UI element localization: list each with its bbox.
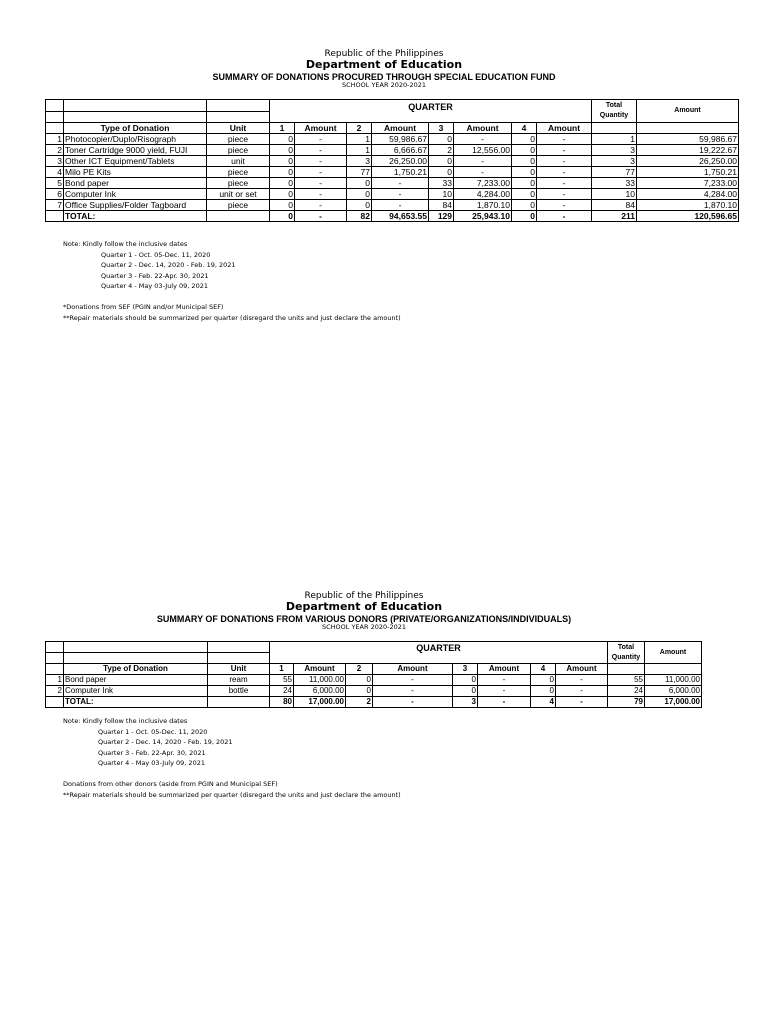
q1-amount-header: Amount	[295, 123, 347, 134]
total-qty: 1	[592, 134, 637, 145]
total-row	[46, 211, 739, 222]
q2-amount-header: Amount	[373, 664, 453, 675]
q4-amount: -	[556, 675, 608, 686]
q2-qty: 0	[346, 675, 373, 686]
q1-qty: 0	[270, 134, 295, 145]
q4-qty: 0	[512, 211, 537, 222]
q1-qty: 0	[270, 178, 295, 189]
q4-header: 4	[531, 664, 556, 675]
total-amount: 26,250.00	[637, 156, 739, 167]
total-qty: 79	[608, 697, 645, 708]
table-row	[46, 200, 739, 211]
table-body	[46, 134, 739, 222]
q4-qty: 0	[512, 200, 537, 211]
q3-amount: 7,233.00	[454, 178, 512, 189]
q1-amount: 17,000.00	[294, 697, 346, 708]
q1-qty: 0	[270, 211, 295, 222]
type-cell: Milo PE Kits	[64, 167, 207, 178]
q4-amount: -	[537, 134, 592, 145]
q4-qty: 4	[531, 697, 556, 708]
unit-cell: piece	[207, 167, 270, 178]
q2-amount: -	[372, 189, 429, 200]
total-row	[46, 697, 702, 708]
unit-cell: piece	[207, 200, 270, 211]
total-amount: 59,986.67	[637, 134, 739, 145]
q3-amount-header: Amount	[454, 123, 512, 134]
row-number: 2	[46, 145, 64, 156]
q4-amount: -	[537, 189, 592, 200]
quarter-header: QUARTER	[270, 100, 592, 112]
q4-amount: -	[556, 697, 608, 708]
total-quantity-header: Total Quantity	[608, 642, 645, 664]
q2-header: 2	[347, 123, 372, 134]
table-row	[46, 178, 739, 189]
q4-amount: -	[537, 167, 592, 178]
sef-donations-table	[45, 99, 739, 222]
q3-qty: 0	[453, 686, 478, 697]
q4-qty: 0	[512, 156, 537, 167]
school-year: SCHOOL YEAR 2020-2021	[341, 81, 426, 90]
q3-amount: -	[478, 675, 531, 686]
table-body	[46, 675, 702, 708]
total-qty: 3	[592, 145, 637, 156]
note-line: Quarter 3 - Feb. 22-Apr. 30, 2021	[98, 748, 206, 757]
total-amount: 19,222.67	[637, 145, 739, 156]
report-header	[0, 49, 768, 90]
q3-amount: -	[454, 134, 512, 145]
q1-amount: -	[295, 189, 347, 200]
quarter-header: QUARTER	[270, 642, 608, 653]
q1-amount: -	[295, 211, 347, 222]
q4-amount: -	[537, 145, 592, 156]
total-qty: 3	[592, 156, 637, 167]
table-row	[46, 145, 739, 156]
q2-amount: -	[373, 675, 453, 686]
q1-amount-header: Amount	[294, 664, 346, 675]
q4-header: 4	[512, 123, 537, 134]
q2-amount: -	[373, 686, 453, 697]
various-donors-table	[45, 641, 702, 708]
q3-qty: 0	[429, 156, 454, 167]
q4-qty: 0	[512, 134, 537, 145]
unit-header: Unit	[208, 664, 270, 675]
type-cell: Computer Ink	[64, 686, 208, 697]
table-row	[46, 686, 702, 697]
q4-amount-header: Amount	[556, 664, 608, 675]
note-line: Quarter 4 - May 03-July 09, 2021	[101, 282, 208, 290]
q3-amount: -	[454, 167, 512, 178]
unit-cell	[208, 697, 270, 708]
note-line: Quarter 1 - Oct. 05-Dec. 11, 2020	[98, 727, 208, 736]
various-donors-section	[0, 591, 768, 632]
notes-block	[63, 239, 401, 323]
header-row-top	[46, 100, 739, 112]
q1-amount: -	[295, 156, 347, 167]
note-line: Quarter 3 - Feb. 22-Apr. 30, 2021	[101, 271, 209, 280]
row-number: 5	[46, 178, 64, 189]
table-row	[46, 675, 702, 686]
q2-amount: 6,666.67	[372, 145, 429, 156]
republic-title: Republic of the Philippines	[324, 49, 444, 59]
q1-qty: 55	[270, 675, 294, 686]
note-line: **Repair materials should be summarized per quarter (disregard the units and just declare the amount)	[63, 313, 401, 322]
type-header: Type of Donation	[64, 664, 208, 675]
type-cell: Office Supplies/Folder Tagboard	[64, 200, 207, 211]
q2-amount: -	[373, 697, 453, 708]
total-amount: 1,750.21	[637, 167, 739, 178]
note-line: Quarter 2 - Dec. 14, 2020 - Feb. 19, 2021	[101, 261, 236, 269]
total-amount-header: Amount	[645, 642, 702, 664]
total-amount: 17,000.00	[645, 697, 702, 708]
total-amount-header: Amount	[637, 100, 739, 123]
summary-title: SUMMARY OF DONATIONS FROM VARIOUS DONORS (PRIVATE/ORGANIZATIONS/INDIVIDUALS)	[156, 613, 572, 624]
q4-qty: 0	[512, 178, 537, 189]
q2-qty: 1	[347, 134, 372, 145]
note-line: Donations from other donors (aside from PGIN and Municipal SEF)	[63, 780, 278, 788]
q3-qty: 33	[429, 178, 454, 189]
q2-qty: 1	[347, 145, 372, 156]
total-qty: 84	[592, 200, 637, 211]
q1-amount: -	[295, 134, 347, 145]
summary-title: SUMMARY OF DONATIONS PROCURED THROUGH SPECIAL EDUCATION FUND	[212, 71, 556, 82]
note-line: Quarter 2 - Dec. 14, 2020 - Feb. 19, 2021	[98, 738, 233, 746]
total-qty: 10	[592, 189, 637, 200]
note-line: Quarter 1 - Oct. 05-Dec. 11, 2020	[101, 250, 211, 259]
q2-qty: 0	[347, 189, 372, 200]
type-cell: Toner Cartridge 9000 yield, FUJI	[64, 145, 207, 156]
note-line: Note: Kindly follow the inclusive dates	[63, 240, 188, 248]
q4-amount: -	[537, 178, 592, 189]
column-header-row	[46, 123, 739, 134]
q3-qty: 10	[429, 189, 454, 200]
q1-amount: -	[295, 178, 347, 189]
row-number: 1	[46, 134, 64, 145]
q4-qty: 0	[531, 686, 556, 697]
school-year: SCHOOL YEAR 2020-2021	[321, 623, 406, 632]
total-amount: 11,000.00	[645, 675, 702, 686]
q3-amount: 4,284.00	[454, 189, 512, 200]
row-number: 3	[46, 156, 64, 167]
q2-amount: -	[372, 178, 429, 189]
unit-cell: piece	[207, 134, 270, 145]
q3-amount-header: Amount	[478, 664, 531, 675]
q3-amount: 25,943.10	[454, 211, 512, 222]
q1-qty: 24	[270, 686, 294, 697]
total-amount: 6,000.00	[645, 686, 702, 697]
type-cell: Other ICT Equipment/Tablets	[64, 156, 207, 167]
q1-amount: -	[295, 145, 347, 156]
type-cell: Bond paper	[64, 178, 207, 189]
q3-qty: 3	[453, 697, 478, 708]
q3-qty: 2	[429, 145, 454, 156]
q4-qty: 0	[531, 675, 556, 686]
q4-amount: -	[537, 211, 592, 222]
q2-amount: 1,750.21	[372, 167, 429, 178]
q1-amount: -	[295, 167, 347, 178]
q4-amount: -	[537, 156, 592, 167]
total-amount: 4,284.00	[637, 189, 739, 200]
q2-qty: 2	[346, 697, 373, 708]
q2-qty: 0	[346, 686, 373, 697]
q3-qty: 84	[429, 200, 454, 211]
table-row	[46, 167, 739, 178]
q2-qty: 77	[347, 167, 372, 178]
q2-amount: -	[372, 200, 429, 211]
note-line: **Repair materials should be summarized per quarter (disregard the units and just declare the amount)	[63, 790, 401, 799]
q3-amount: -	[454, 156, 512, 167]
q3-qty: 0	[429, 134, 454, 145]
row-number: 6	[46, 189, 64, 200]
q1-header: 1	[270, 664, 294, 675]
q2-header: 2	[346, 664, 373, 675]
q1-header: 1	[270, 123, 295, 134]
row-number: 1	[46, 675, 64, 686]
total-qty: 77	[592, 167, 637, 178]
unit-cell: unit	[207, 156, 270, 167]
table-row	[46, 189, 739, 200]
q1-qty: 0	[270, 145, 295, 156]
q3-amount: -	[478, 697, 531, 708]
type-cell: TOTAL:	[64, 697, 208, 708]
total-qty: 24	[608, 686, 645, 697]
q3-amount: 1,870.10	[454, 200, 512, 211]
q1-qty: 0	[270, 200, 295, 211]
q1-qty: 0	[270, 167, 295, 178]
unit-cell	[207, 211, 270, 222]
q1-amount: -	[295, 200, 347, 211]
q1-qty: 0	[270, 189, 295, 200]
q2-qty: 3	[347, 156, 372, 167]
q4-qty: 0	[512, 145, 537, 156]
row-number: 7	[46, 200, 64, 211]
type-cell: Computer Ink	[64, 189, 207, 200]
sef-donations-section	[0, 49, 768, 90]
q2-amount: 94,653.55	[372, 211, 429, 222]
q4-qty: 0	[512, 189, 537, 200]
report-header	[0, 591, 728, 632]
q4-qty: 0	[512, 167, 537, 178]
total-amount: 7,233.00	[637, 178, 739, 189]
q2-qty: 0	[347, 200, 372, 211]
q2-qty: 82	[347, 211, 372, 222]
type-cell: Photocopier/Duplo/Risograph	[64, 134, 207, 145]
type-cell: Bond paper	[64, 675, 208, 686]
q4-amount-header: Amount	[537, 123, 592, 134]
q2-amount-header: Amount	[372, 123, 429, 134]
republic-title: Republic of the Philippines	[304, 591, 424, 601]
total-amount: 1,870.10	[637, 200, 739, 211]
q4-amount: -	[556, 686, 608, 697]
table-row	[46, 134, 739, 145]
q1-qty: 80	[270, 697, 294, 708]
header-row-top2	[46, 653, 702, 664]
department-title: Department of Education	[285, 600, 443, 614]
q3-amount: 12,556.00	[454, 145, 512, 156]
row-number: 2	[46, 686, 64, 697]
type-header: Type of Donation	[64, 123, 207, 134]
row-number: 4	[46, 167, 64, 178]
total-quantity-header: Total Quantity	[592, 100, 637, 123]
total-qty: 33	[592, 178, 637, 189]
q1-amount: 11,000.00	[294, 675, 346, 686]
unit-cell: ream	[208, 675, 270, 686]
unit-cell: bottle	[208, 686, 270, 697]
total-amount: 120,596.65	[637, 211, 739, 222]
row-number	[46, 697, 64, 708]
q1-amount: 6,000.00	[294, 686, 346, 697]
total-qty: 55	[608, 675, 645, 686]
unit-cell: piece	[207, 145, 270, 156]
q2-amount: 59,986.67	[372, 134, 429, 145]
total-qty: 211	[592, 211, 637, 222]
q1-qty: 0	[270, 156, 295, 167]
q3-header: 3	[453, 664, 478, 675]
q3-qty: 0	[429, 167, 454, 178]
table-row	[46, 156, 739, 167]
note-line: Note: Kindly follow the inclusive dates	[63, 717, 188, 725]
q2-amount: 26,250.00	[372, 156, 429, 167]
column-header-row	[46, 664, 702, 675]
note-line: *Donations from SEF (PGIN and/or Municipal SEF)	[63, 303, 224, 311]
type-cell: TOTAL:	[64, 211, 207, 222]
row-number	[46, 211, 64, 222]
unit-header: Unit	[207, 123, 270, 134]
department-title: Department of Education	[305, 58, 463, 72]
note-line: Quarter 4 - May 03-July 09, 2021	[98, 759, 205, 767]
header-row-top	[46, 642, 702, 653]
q2-qty: 0	[347, 178, 372, 189]
q4-amount: -	[537, 200, 592, 211]
notes-block	[63, 716, 401, 800]
q3-qty: 129	[429, 211, 454, 222]
q3-header: 3	[429, 123, 454, 134]
unit-cell: piece	[207, 178, 270, 189]
q3-amount: -	[478, 686, 531, 697]
q3-qty: 0	[453, 675, 478, 686]
unit-cell: unit or set	[207, 189, 270, 200]
